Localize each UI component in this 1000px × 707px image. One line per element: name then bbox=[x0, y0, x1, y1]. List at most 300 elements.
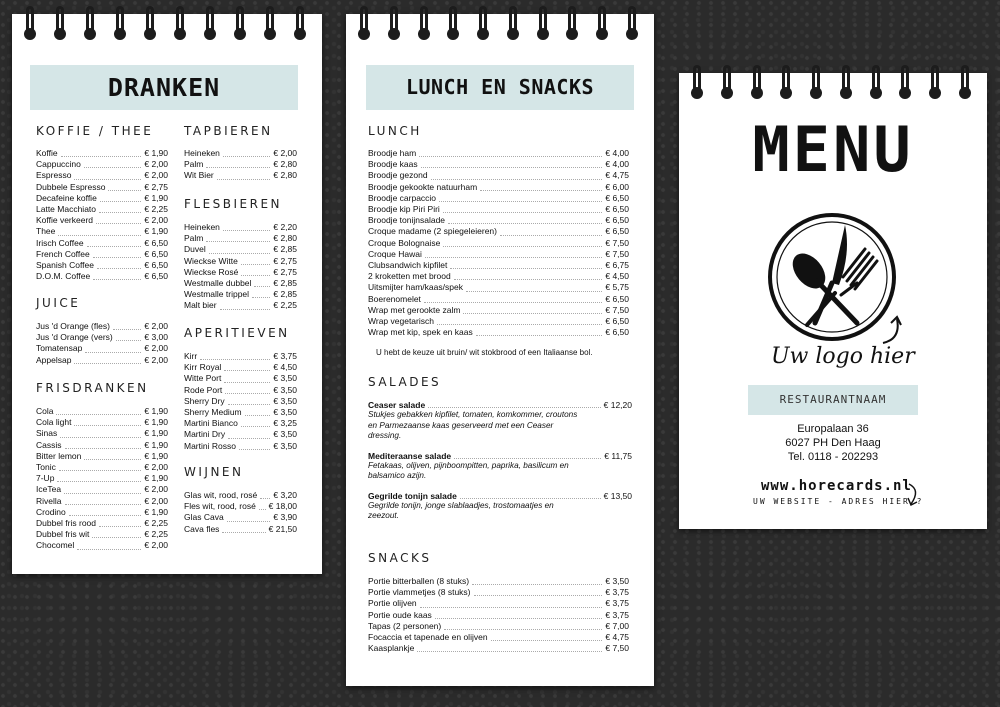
restaurant-name-badge bbox=[748, 385, 918, 415]
item-price: € 1,90 bbox=[144, 450, 168, 461]
menu-item bbox=[36, 148, 168, 159]
menu-item bbox=[36, 159, 168, 170]
menu-item bbox=[36, 170, 168, 181]
spiral-ring bbox=[901, 65, 910, 97]
item-price: € 4,50 bbox=[273, 362, 297, 373]
item-price: € 1,90 bbox=[144, 417, 168, 428]
menu-item bbox=[368, 643, 629, 654]
dotted-leader bbox=[466, 291, 602, 292]
menu-item bbox=[36, 249, 168, 260]
spiral-ring bbox=[842, 65, 851, 97]
dotted-leader bbox=[222, 532, 265, 533]
section-heading: WIJNEN bbox=[184, 465, 244, 479]
spiral-ring bbox=[961, 65, 970, 97]
item-price: € 6,50 bbox=[144, 237, 168, 248]
menu-item bbox=[184, 159, 297, 170]
dotted-leader bbox=[425, 257, 602, 258]
item-name: Wrap met kip, spek en kaas bbox=[368, 327, 473, 338]
menu-item bbox=[368, 621, 629, 632]
dotted-leader bbox=[480, 190, 602, 191]
menu-item bbox=[36, 473, 168, 484]
item-name: Westmalle trippel bbox=[184, 289, 250, 300]
menu-item bbox=[368, 193, 629, 204]
item-name: 2 kroketten met brood bbox=[368, 271, 451, 282]
dotted-leader bbox=[92, 537, 141, 538]
item-price: € 4,00 bbox=[605, 159, 629, 170]
menu-item bbox=[36, 540, 168, 551]
section-heading: JUICE bbox=[36, 296, 81, 310]
spiral-ring bbox=[598, 6, 607, 38]
menu-title: MENU bbox=[752, 113, 914, 186]
item-price: € 1,90 bbox=[144, 148, 168, 158]
spiral-ring bbox=[26, 6, 35, 38]
item-name: Chocomel bbox=[36, 540, 75, 551]
spiral-ring bbox=[206, 6, 215, 38]
item-price: € 2,25 bbox=[273, 300, 297, 311]
dotted-leader bbox=[252, 297, 270, 298]
item-name: Dubbele Espresso bbox=[36, 181, 106, 192]
dotted-leader bbox=[500, 235, 602, 236]
item-name: Malt bier bbox=[184, 300, 217, 311]
spiral-ring bbox=[509, 6, 518, 38]
menu-item bbox=[368, 610, 629, 621]
item-price: € 2,00 bbox=[144, 484, 168, 495]
item-price: € 6,50 bbox=[605, 293, 629, 304]
item-price: € 1,90 bbox=[144, 506, 168, 517]
dotted-leader bbox=[58, 235, 141, 236]
spiral-ring bbox=[479, 6, 488, 38]
item-name: Palm bbox=[184, 233, 204, 244]
item-name: Kirr bbox=[184, 351, 198, 361]
fork-handle bbox=[807, 293, 835, 325]
item-name: Mediteraanse salade bbox=[368, 450, 452, 461]
menu-item bbox=[36, 260, 168, 271]
item-price: € 3,50 bbox=[273, 407, 297, 418]
menu-item bbox=[36, 238, 168, 249]
menu-item bbox=[184, 429, 297, 440]
item-price: € 2,00 bbox=[144, 170, 168, 181]
dotted-leader bbox=[419, 156, 602, 157]
dotted-leader bbox=[206, 167, 270, 168]
item-price: € 3,50 bbox=[273, 440, 297, 451]
menu-item bbox=[36, 451, 168, 462]
item-price: € 12,20 bbox=[603, 400, 632, 410]
dotted-leader bbox=[99, 212, 141, 213]
dotted-leader bbox=[217, 179, 271, 180]
item-price: € 2,00 bbox=[144, 462, 168, 473]
item-name: Tomatensap bbox=[36, 343, 83, 354]
menu-item bbox=[36, 226, 168, 237]
spiral-ring bbox=[420, 6, 429, 38]
spiral-ring bbox=[812, 65, 821, 97]
item-description: Stukjes gebakken kipfilet, tomaten, komkommer, croutons en Parmezaanse kaas geserveerd met een Ceaser dressing. bbox=[368, 410, 578, 440]
item-name: Wit Bier bbox=[184, 170, 214, 181]
item-name: Portie oude kaas bbox=[368, 609, 432, 620]
dotted-leader bbox=[206, 241, 270, 242]
snacks-list bbox=[368, 576, 629, 654]
item-name: Croque Bolognaise bbox=[368, 237, 441, 248]
item-price: € 6,50 bbox=[605, 204, 629, 215]
dotted-leader bbox=[448, 223, 602, 224]
dotted-leader bbox=[428, 400, 600, 408]
spiral-ring bbox=[56, 6, 65, 38]
menu-item bbox=[36, 440, 168, 451]
dotted-leader bbox=[241, 275, 270, 276]
fles-list bbox=[184, 222, 297, 312]
item-price: € 2,85 bbox=[273, 278, 297, 289]
menu-item bbox=[368, 226, 629, 237]
dotted-leader bbox=[223, 230, 270, 231]
item-name: Heineken bbox=[184, 148, 220, 158]
item-name: Clubsandwich kipfilet bbox=[368, 260, 448, 271]
item-name: Jus 'd Orange (vers) bbox=[36, 332, 113, 343]
lunch-panel bbox=[346, 14, 654, 686]
item-price: € 4,75 bbox=[605, 170, 629, 181]
spiral-ring bbox=[723, 65, 732, 97]
item-price: € 2,75 bbox=[144, 181, 168, 192]
menu-item bbox=[36, 428, 168, 439]
dotted-leader bbox=[224, 382, 270, 383]
item-price: € 2,00 bbox=[144, 495, 168, 506]
dotted-leader bbox=[260, 498, 270, 499]
item-price: € 3,75 bbox=[605, 587, 629, 598]
dotted-leader bbox=[61, 156, 142, 157]
item-name: Ceaser salade bbox=[368, 400, 426, 410]
item-name: Portie bitterballen (8 stuks) bbox=[368, 576, 470, 586]
item-name: Tonic bbox=[36, 462, 56, 473]
menu-item bbox=[184, 244, 297, 255]
dotted-leader bbox=[60, 437, 141, 438]
dotted-leader bbox=[223, 156, 270, 157]
menu-item bbox=[184, 351, 297, 362]
item-price: € 2,75 bbox=[273, 266, 297, 277]
dotted-leader bbox=[99, 526, 141, 527]
dotted-leader bbox=[96, 223, 141, 224]
item-name: Palm bbox=[184, 159, 204, 170]
item-description: Fetakaas, olijven, pijnboompitten, paprika, basilicum en balsamico azijn. bbox=[368, 460, 569, 480]
dotted-leader bbox=[227, 521, 271, 522]
section-heading: APERITIEVEN bbox=[184, 326, 290, 340]
item-price: € 3,00 bbox=[144, 332, 168, 343]
dotted-leader bbox=[56, 414, 141, 415]
dotted-leader bbox=[116, 340, 142, 341]
spiral-ring bbox=[539, 6, 548, 38]
address-street: Europalaan 36 bbox=[797, 423, 869, 435]
item-price: € 1,90 bbox=[144, 428, 168, 439]
dotted-leader bbox=[437, 324, 602, 325]
item-description: Gegrilde tonijn, jonge slablaadjes, trostomaatjes en zeezout. bbox=[368, 500, 554, 520]
item-name: Wieckse Rosé bbox=[184, 266, 239, 277]
dotted-leader bbox=[444, 629, 602, 630]
item-price: € 1,90 bbox=[144, 473, 168, 484]
menu-item bbox=[36, 343, 168, 354]
dotted-leader bbox=[74, 425, 141, 426]
menu-item bbox=[36, 484, 168, 495]
item-price: € 4,00 bbox=[605, 148, 629, 158]
item-name: Witte Port bbox=[184, 373, 222, 384]
item-price: € 2,20 bbox=[273, 222, 297, 232]
dotted-leader bbox=[491, 640, 603, 641]
item-price: € 6,50 bbox=[144, 248, 168, 259]
item-name: Broodje gezond bbox=[368, 170, 428, 181]
dotted-leader bbox=[84, 167, 141, 168]
dotted-leader bbox=[463, 313, 602, 314]
item-price: € 4,75 bbox=[605, 632, 629, 643]
item-name: Kaasplankje bbox=[368, 643, 415, 654]
menu-item bbox=[184, 501, 297, 512]
menu-item bbox=[36, 321, 168, 332]
menu-item bbox=[36, 496, 168, 507]
logo-circle bbox=[770, 215, 894, 339]
item-name: D.O.M. Coffee bbox=[36, 271, 91, 282]
spiral-ring bbox=[146, 6, 155, 38]
dotted-leader bbox=[220, 309, 271, 310]
menu-item bbox=[184, 418, 297, 429]
item-name: French Coffee bbox=[36, 248, 90, 259]
koffie-list bbox=[36, 148, 168, 282]
item-name: Sherry Medium bbox=[184, 407, 242, 418]
item-name: Spanish Coffee bbox=[36, 260, 94, 271]
item-name: Koffie verkeerd bbox=[36, 215, 94, 226]
drinks-banner bbox=[30, 65, 298, 110]
menu-item bbox=[368, 249, 629, 260]
item-name: Uitsmijter ham/kaas/spek bbox=[368, 282, 463, 293]
dotted-leader bbox=[224, 370, 270, 371]
tap-list bbox=[184, 148, 297, 182]
dotted-leader bbox=[74, 363, 141, 364]
item-name: Croque madame (2 spiegeleieren) bbox=[368, 226, 497, 237]
section-heading: FLESBIEREN bbox=[184, 197, 283, 211]
item-name: Croque Hawai bbox=[368, 248, 422, 259]
lunch-note: U hebt de keuze uit bruin/ wit stokbrood of een Italiaanse bol. bbox=[376, 348, 593, 357]
dotted-leader bbox=[424, 302, 602, 303]
item-price: € 2,00 bbox=[144, 215, 168, 226]
dotted-leader bbox=[113, 329, 141, 330]
restaurant-name: RESTAURANTNAAM bbox=[779, 393, 887, 406]
curved-arrow-icon bbox=[907, 482, 921, 508]
item-name: Cassis bbox=[36, 439, 62, 450]
menu-item bbox=[184, 373, 297, 384]
dotted-leader bbox=[93, 279, 141, 280]
menu-item bbox=[36, 332, 168, 343]
dotted-leader bbox=[108, 190, 141, 191]
dotted-leader bbox=[241, 426, 271, 427]
section-heading: KOFFIE / THEE bbox=[36, 124, 154, 138]
spiral-ring bbox=[753, 65, 762, 97]
item-price: € 2,25 bbox=[144, 204, 168, 215]
item-price: € 2,00 bbox=[144, 159, 168, 170]
item-name: Rivella bbox=[36, 495, 62, 506]
menu-item bbox=[184, 512, 297, 523]
dotted-leader bbox=[228, 404, 271, 405]
item-price: € 3,50 bbox=[273, 384, 297, 395]
menu-item bbox=[184, 289, 297, 300]
dotted-leader bbox=[97, 268, 141, 269]
menu-item bbox=[368, 204, 629, 215]
item-price: € 13,50 bbox=[603, 490, 632, 501]
section-heading: SALADES bbox=[368, 375, 442, 389]
menu-item bbox=[368, 282, 629, 293]
item-price: € 3,50 bbox=[605, 576, 629, 586]
menu-item bbox=[368, 238, 629, 249]
item-price: € 6,75 bbox=[605, 260, 629, 271]
lunch-list bbox=[368, 148, 629, 338]
dotted-leader bbox=[239, 449, 270, 450]
dotted-leader bbox=[100, 201, 142, 202]
menu-item bbox=[184, 385, 297, 396]
item-price: € 6,50 bbox=[605, 215, 629, 226]
fork-head bbox=[841, 249, 877, 295]
item-name: Tapas (2 personen) bbox=[368, 620, 442, 631]
dotted-leader bbox=[454, 451, 601, 459]
dotted-leader bbox=[417, 651, 602, 652]
spiral-binding bbox=[679, 65, 987, 105]
item-price: € 7,50 bbox=[605, 248, 629, 259]
menu-item bbox=[184, 267, 297, 278]
item-name: Duvel bbox=[184, 244, 206, 255]
spiral-ring bbox=[782, 65, 791, 97]
spiral-binding bbox=[346, 6, 654, 46]
section-heading: LUNCH bbox=[368, 124, 422, 138]
menu-item bbox=[184, 362, 297, 373]
item-price: € 3,50 bbox=[273, 395, 297, 406]
menu-item bbox=[368, 159, 629, 170]
section-heading: FRISDRANKEN bbox=[36, 381, 149, 395]
menu-item bbox=[368, 305, 629, 316]
spiral-ring bbox=[568, 6, 577, 38]
menu-item bbox=[368, 182, 629, 193]
dotted-leader bbox=[200, 359, 270, 360]
spiral-ring bbox=[693, 65, 702, 97]
menu-item bbox=[368, 327, 629, 338]
salad-title-row bbox=[368, 400, 632, 410]
menu-item bbox=[36, 193, 168, 204]
item-name: Jus 'd Orange (fles) bbox=[36, 321, 110, 331]
item-name: 7-Up bbox=[36, 473, 55, 484]
salad-title-row bbox=[368, 491, 632, 501]
item-name: Dubbel fris wit bbox=[36, 529, 90, 540]
dotted-leader bbox=[439, 201, 602, 202]
menu-item bbox=[368, 632, 629, 643]
dotted-leader bbox=[85, 352, 141, 353]
menu-item bbox=[184, 300, 297, 311]
menu-item bbox=[368, 294, 629, 305]
item-price: € 3,50 bbox=[273, 373, 297, 384]
item-price: € 2,80 bbox=[273, 159, 297, 170]
dotted-leader bbox=[57, 481, 141, 482]
dotted-leader bbox=[225, 393, 270, 394]
item-price: € 3,75 bbox=[605, 609, 629, 620]
salades-list bbox=[368, 400, 632, 531]
item-name: Appelsap bbox=[36, 354, 72, 365]
dotted-leader bbox=[241, 264, 271, 265]
menu-item bbox=[184, 233, 297, 244]
item-price: € 1,90 bbox=[144, 406, 168, 416]
dotted-leader bbox=[69, 515, 142, 516]
item-name: Broodje ham bbox=[368, 148, 417, 158]
page-title: LUNCH EN SNACKS bbox=[405, 75, 595, 99]
item-price: € 6,00 bbox=[605, 181, 629, 192]
item-price: € 6,50 bbox=[144, 271, 168, 282]
menu-item bbox=[368, 271, 629, 282]
salad-item bbox=[368, 491, 632, 522]
item-price: € 18,00 bbox=[268, 501, 297, 512]
salad-item bbox=[368, 400, 632, 442]
item-price: € 4,50 bbox=[605, 271, 629, 282]
dotted-leader bbox=[443, 246, 602, 247]
item-name: Portie vlammetjes (8 stuks) bbox=[368, 587, 471, 598]
menu-item bbox=[36, 518, 168, 529]
menu-item bbox=[36, 355, 168, 366]
menu-item bbox=[184, 256, 297, 267]
item-price: € 7,50 bbox=[605, 237, 629, 248]
website-hint: UW WEBSITE - ADRES HIER ? bbox=[753, 497, 924, 506]
item-name: Broodje kip Piri Piri bbox=[368, 204, 440, 215]
dotted-leader bbox=[84, 459, 141, 460]
item-name: Glas Cava bbox=[184, 512, 224, 523]
item-name: Broodje kaas bbox=[368, 159, 418, 170]
item-price: € 6,50 bbox=[605, 226, 629, 237]
item-price: € 2,80 bbox=[273, 233, 297, 244]
salad-item bbox=[368, 451, 632, 482]
item-name: Martini Dry bbox=[184, 429, 226, 440]
item-name: Fles wit, rood, rosé bbox=[184, 501, 256, 512]
item-name: Glas wit, rood, rosé bbox=[184, 490, 258, 500]
item-name: Broodje gekookte natuurham bbox=[368, 181, 478, 192]
dotted-leader bbox=[228, 438, 270, 439]
logo-placeholder-text: Uw logo hier bbox=[771, 344, 915, 369]
item-price: € 3,25 bbox=[273, 418, 297, 429]
menu-item bbox=[184, 524, 297, 535]
item-name: Bitter lemon bbox=[36, 450, 82, 461]
dotted-leader bbox=[450, 268, 602, 269]
item-name: Thee bbox=[36, 226, 56, 237]
item-name: Cola light bbox=[36, 417, 72, 428]
aperitieven-list bbox=[184, 351, 297, 452]
menu-item bbox=[368, 260, 629, 271]
menu-item bbox=[36, 182, 168, 193]
item-name: Cola bbox=[36, 406, 54, 416]
dotted-leader bbox=[460, 491, 601, 499]
dotted-leader bbox=[474, 595, 603, 596]
dotted-leader bbox=[77, 549, 141, 550]
juice-list bbox=[36, 321, 168, 366]
dotted-leader bbox=[420, 607, 603, 608]
spiral-ring bbox=[872, 65, 881, 97]
menu-item bbox=[368, 598, 629, 609]
item-name: Cava fles bbox=[184, 523, 220, 534]
item-price: € 3,75 bbox=[605, 598, 629, 609]
menu-item bbox=[36, 507, 168, 518]
item-price: € 2,85 bbox=[273, 244, 297, 255]
menu-item bbox=[368, 170, 629, 181]
menu-item bbox=[368, 587, 629, 598]
item-price: € 2,75 bbox=[273, 255, 297, 266]
spiral-binding bbox=[12, 6, 322, 46]
item-price: € 3,90 bbox=[273, 512, 297, 523]
item-price: € 2,80 bbox=[273, 170, 297, 181]
spiral-ring bbox=[236, 6, 245, 38]
menu-item bbox=[368, 148, 629, 159]
item-name: Heineken bbox=[184, 222, 220, 232]
spiral-ring bbox=[360, 6, 369, 38]
item-name: Boerenomelet bbox=[368, 293, 421, 304]
salad-title-row bbox=[368, 451, 632, 461]
website-link[interactable]: www.horecards.nl bbox=[761, 478, 912, 494]
item-price: € 6,50 bbox=[144, 260, 168, 271]
menu-item bbox=[184, 278, 297, 289]
item-price: € 6,50 bbox=[605, 327, 629, 338]
